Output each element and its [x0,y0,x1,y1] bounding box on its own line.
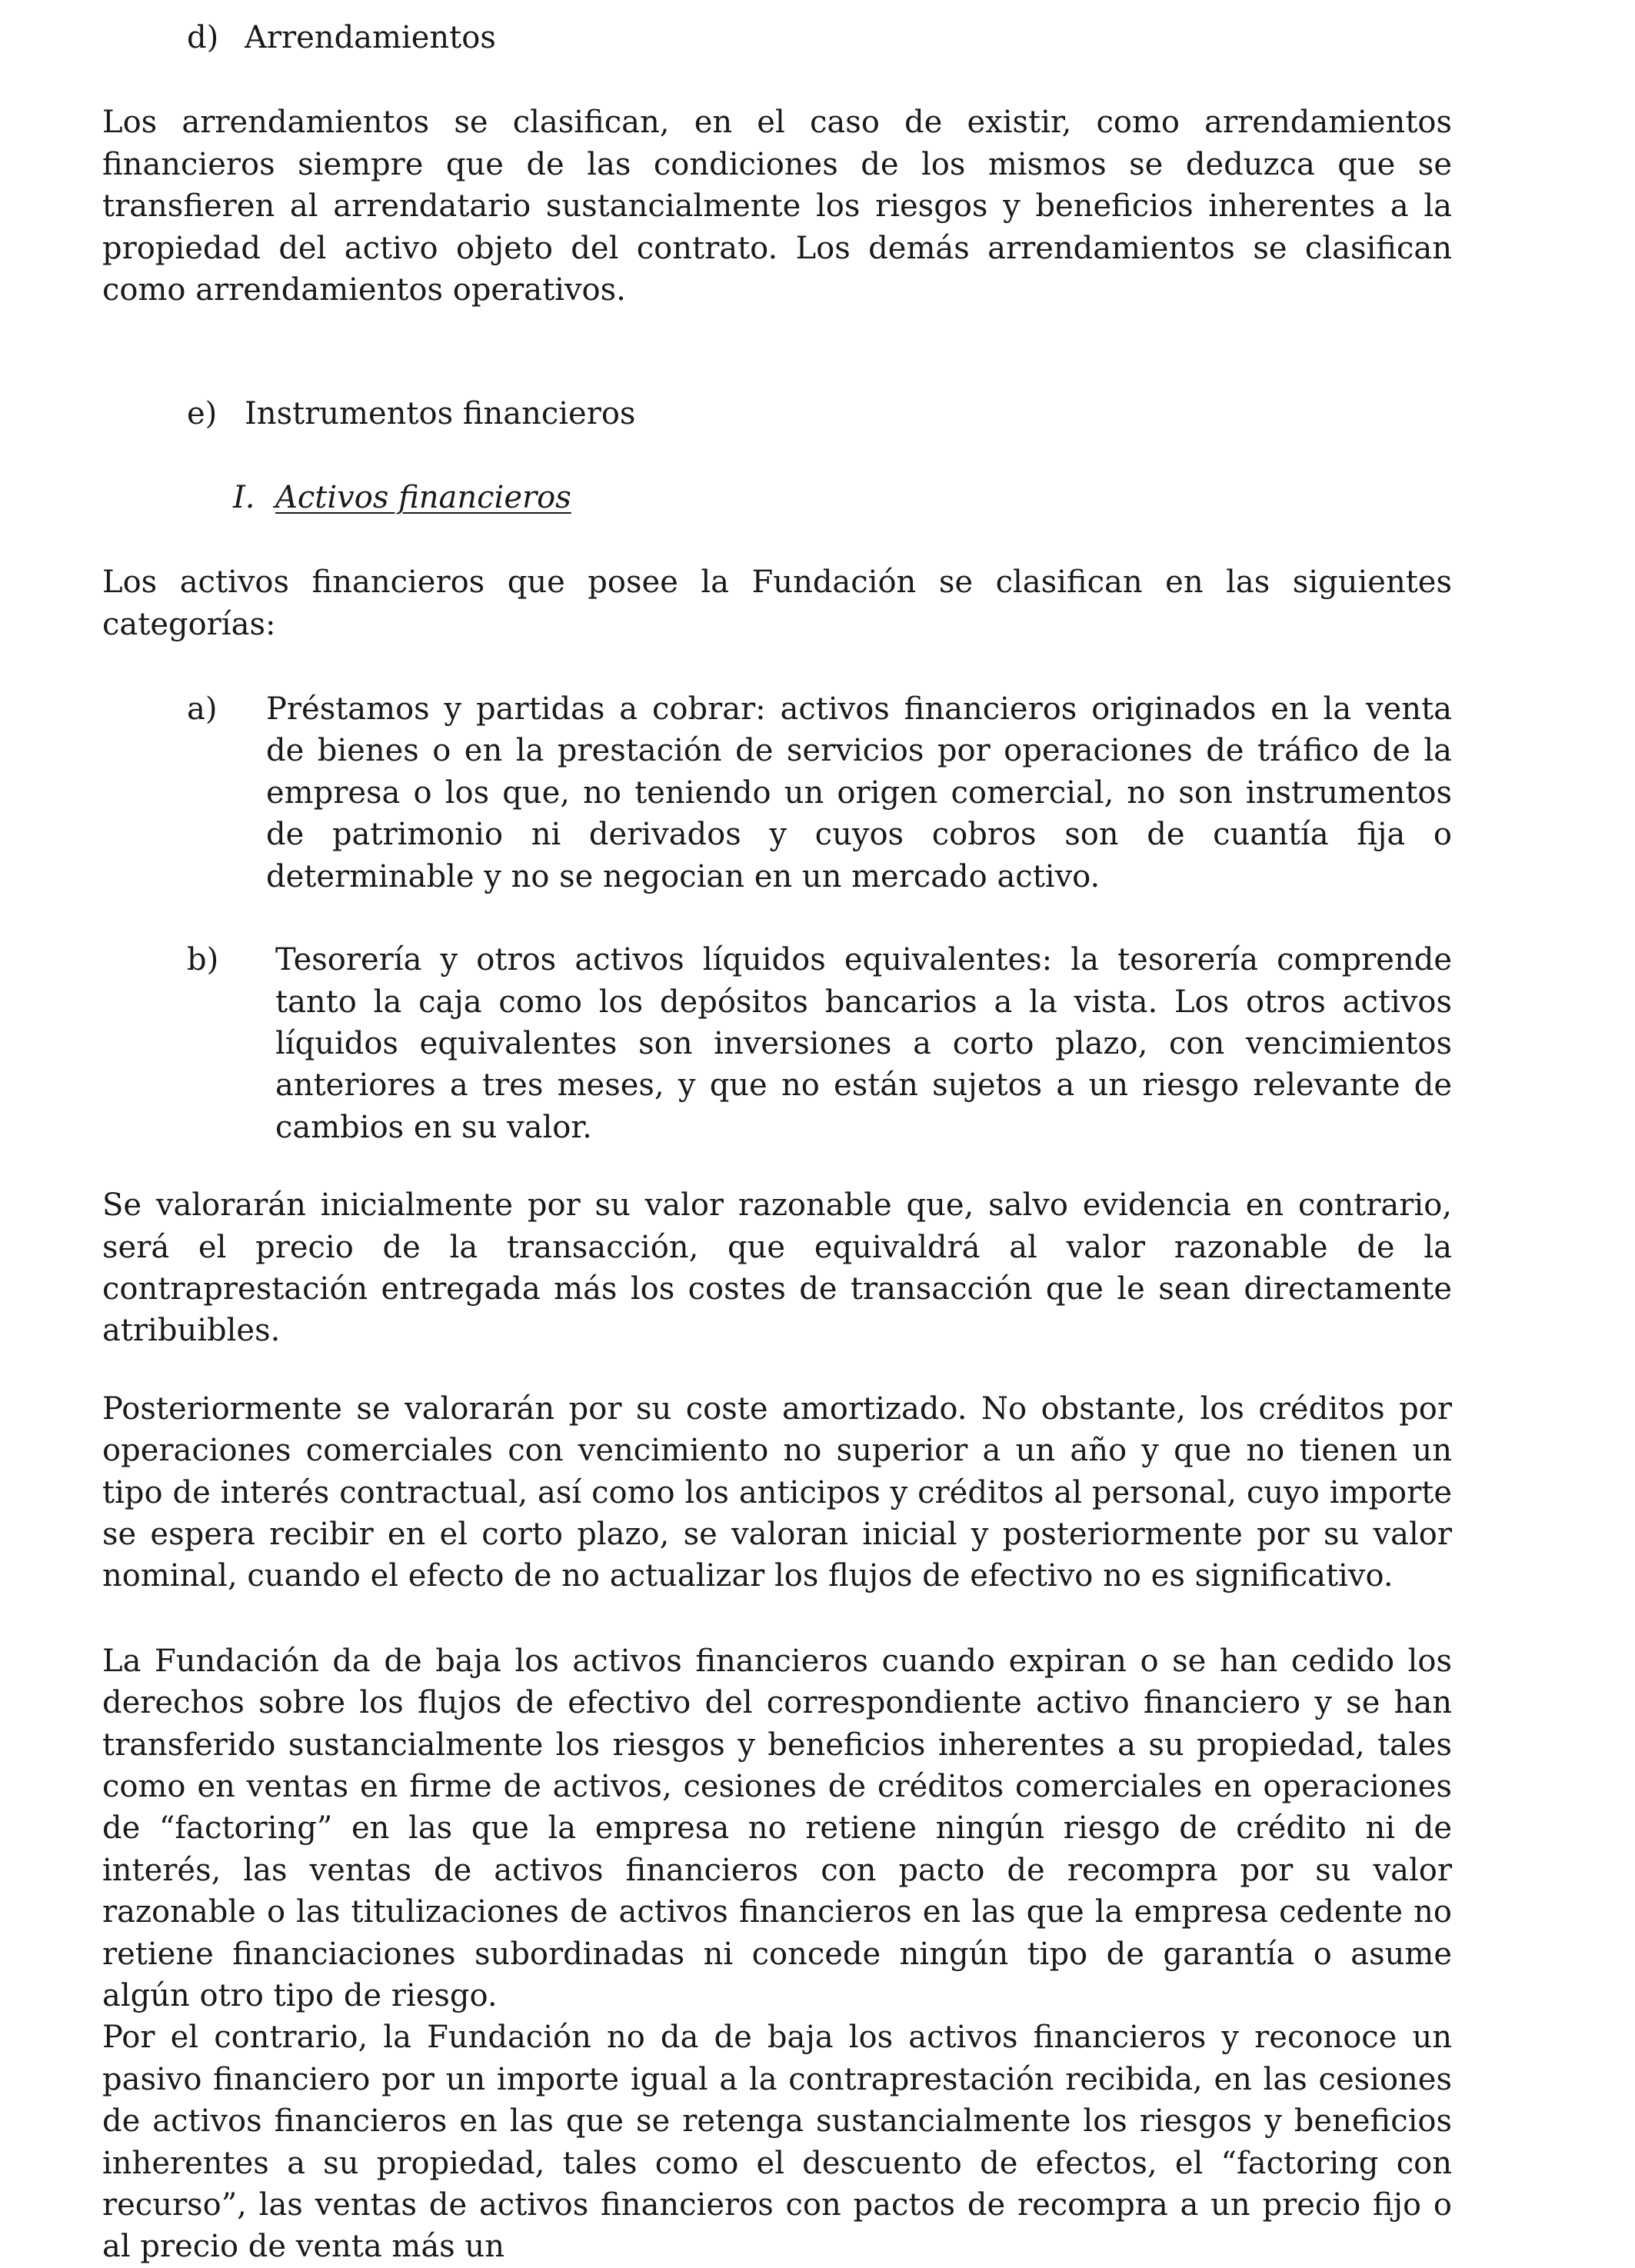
section-d-title: Arrendamientos [245,20,496,55]
section-e-title: Instrumentos financieros [245,396,636,432]
section-d-paragraph: Los arrendamientos se clasifican, en el caso de existir, como arrendamientos financieros siempre que de las condiciones de los mismos se deduzca que se transfieren al arrendatario sustancialmente los riesgos y beneficios inherentes a la propiedad del activo objeto del contrato. Los demás arrendamientos se clasifican como arrendamientos operativos. [102,105,1452,308]
subsection-label: I. [233,479,255,515]
section-e-label: e) [187,396,218,432]
section-d-heading [187,17,1452,58]
non-derecognition-paragraph: Por el contrario, la Fundación no da de baja los activos financieros y reconoce un pasivo financiero por un importe igual a la contraprestación recibida, en las cesiones de activos financieros en las que se retenga sustancialmente los riesgos y beneficios inherentes a su propiedad, tales como el descuento de efectos, el “factoring con recurso”, las ventas de activos financieros con pactos de recompra a un precio fijo o al precio de venta más un [102,2020,1452,2265]
category-label-a: a) [187,691,218,728]
category-item-b [187,939,1452,1148]
document-page [102,17,1452,2268]
subsection-heading [233,477,1452,518]
category-text-b: Tesorería y otros activos líquidos equivalentes: la tesorería comprende tanto la caja como los depósitos bancarios a la vista. Los otros activos líquidos equivalentes son inversiones a corto plazo, con vencimientos anteriores a tres meses, y que no están sujetos a un riesgo relevante de cambios en su valor. [275,942,1452,1145]
section-d-label: d) [187,20,219,55]
section-e-heading [187,393,1452,435]
subsequent-valuation-paragraph: Posteriormente se valorarán por su coste amortizado. No obstante, los créditos por operaciones comerciales con vencimiento no superior a un año y que no tienen un tipo de interés contractual, así como los anticipos y créditos al personal, cuyo importe se espera recibir en el corto plazo, se valoran inicial y posteriormente por su valor nominal, cuando el efecto de no actualizar los flujos de efectivo no es significativo. [102,1390,1452,1594]
category-text-a: Préstamos y partidas a cobrar: activos financieros originados en la venta de bienes o en la prestación de servicios por operaciones de tráfico de la empresa o los que, no teniendo un origen comercial, no son instrumentos de patrimonio ni derivados y cuyos cobros son de cuantía fija o determinable y no se negocian en un mercado activo. [266,691,1452,894]
initial-valuation-paragraph: Se valorarán inicialmente por su valor razonable que, salvo evidencia en contrario, será el precio de la transacción, que equivaldrá al valor razonable de la contraprestación entregada más los costes de transacción que le sean directamente atribuibles. [102,1187,1452,1349]
category-item-a [187,688,1452,898]
subsection-title: Activos financieros [275,479,571,515]
category-label-b: b) [187,942,219,978]
categories-intro: Los activos financieros que posee la Fundación se clasifican en las siguientes categorías: [102,565,1452,642]
derecognition-paragraph: La Fundación da de baja los activos financieros cuando expiran o se han cedido los derechos sobre los flujos de efectivo del correspondiente activo financiero y se han transferido sustancialmente los riesgos y beneficios inherentes a su propiedad, tales como en ventas en firme de activos, cesiones de créditos comerciales en operaciones de “factoring” en las que la empresa no retiene ningún riesgo de crédito ni de interés, las ventas de activos financieros con pacto de recompra por su valor razonable o las titulizaciones de activos financieros en las que la empresa cedente no retiene financiaciones subordinadas ni concede ningún tipo de garantía o asume algún otro tipo de riesgo. [102,1643,1452,2014]
